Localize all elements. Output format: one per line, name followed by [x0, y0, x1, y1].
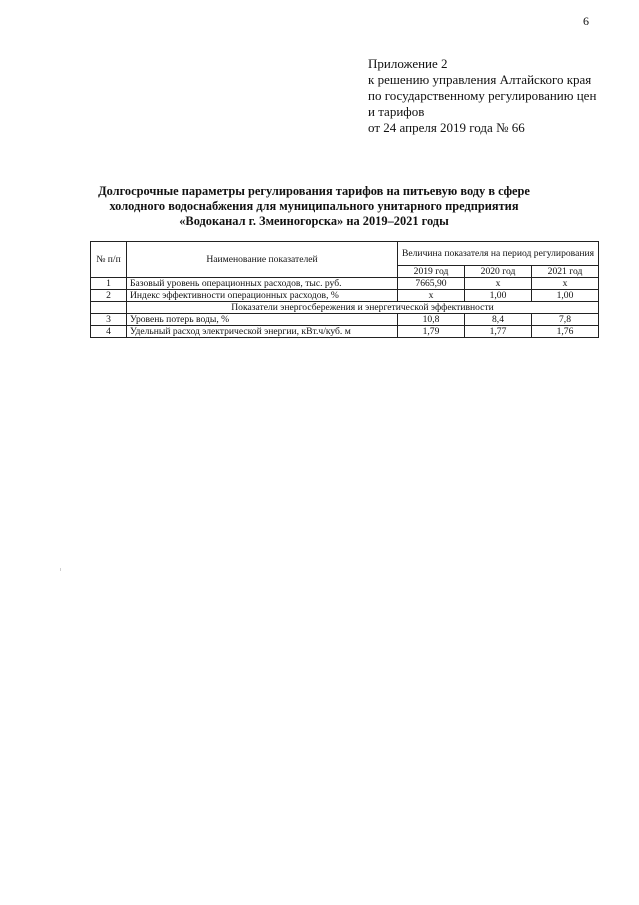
row-value: 1,76 [532, 326, 599, 338]
row-name: Уровень потерь воды, % [127, 314, 398, 326]
row-value: х [398, 290, 465, 302]
row-name: Базовый уровень операционных расходов, тыс. руб. [127, 278, 398, 290]
table-row [91, 314, 599, 326]
row-value: 7,8 [532, 314, 599, 326]
row-num: 1 [91, 278, 127, 290]
title-line: Долгосрочные параметры регулирования тарифов на питьевую воду в сфере [98, 184, 530, 198]
table-header-row [91, 242, 599, 266]
row-value: 10,8 [398, 314, 465, 326]
document-title [96, 184, 532, 229]
page-number: 6 [583, 14, 589, 28]
row-value: 1,77 [465, 326, 532, 338]
row-name: Индекс эффективности операционных расходов, % [127, 290, 398, 302]
row-num: 4 [91, 326, 127, 338]
table-row [91, 278, 599, 290]
row-name: Удельный расход электрической энергии, кВт.ч/куб. м [127, 326, 398, 338]
appendix-block [368, 56, 630, 136]
table-section-row [91, 302, 599, 314]
section-label: Показатели энергосбережения и энергетической эффективности [127, 302, 599, 314]
header-num: № п/п [91, 242, 127, 278]
row-value: х [465, 278, 532, 290]
row-value: х [532, 278, 599, 290]
scan-speck [60, 568, 61, 571]
appendix-line: и тарифов [368, 104, 425, 119]
header-year: 2020 год [465, 266, 532, 278]
header-name: Наименование показателей [127, 242, 398, 278]
appendix-line: к решению управления Алтайского края [368, 72, 592, 87]
row-value: 7665,90 [398, 278, 465, 290]
appendix-line: по государственному регулированию цен [368, 88, 597, 103]
table-row [91, 326, 599, 338]
row-num: 3 [91, 314, 127, 326]
header-period: Величина показателя на период регулирования [398, 242, 599, 266]
header-year: 2019 год [398, 266, 465, 278]
title-line: холодного водоснабжения для муниципального унитарного предприятия [109, 199, 519, 213]
section-num-cell [91, 302, 127, 314]
row-num: 2 [91, 290, 127, 302]
appendix-line: Приложение 2 [368, 56, 448, 71]
table-row [91, 290, 599, 302]
parameters-table [90, 241, 599, 338]
row-value: 1,00 [465, 290, 532, 302]
header-year: 2021 год [532, 266, 599, 278]
row-value: 1,00 [532, 290, 599, 302]
row-value: 8,4 [465, 314, 532, 326]
title-line: «Водоканал г. Змеиногорска» на 2019–2021 годы [179, 214, 449, 228]
row-value: 1,79 [398, 326, 465, 338]
appendix-line: от 24 апреля 2019 года № 66 [368, 120, 525, 135]
